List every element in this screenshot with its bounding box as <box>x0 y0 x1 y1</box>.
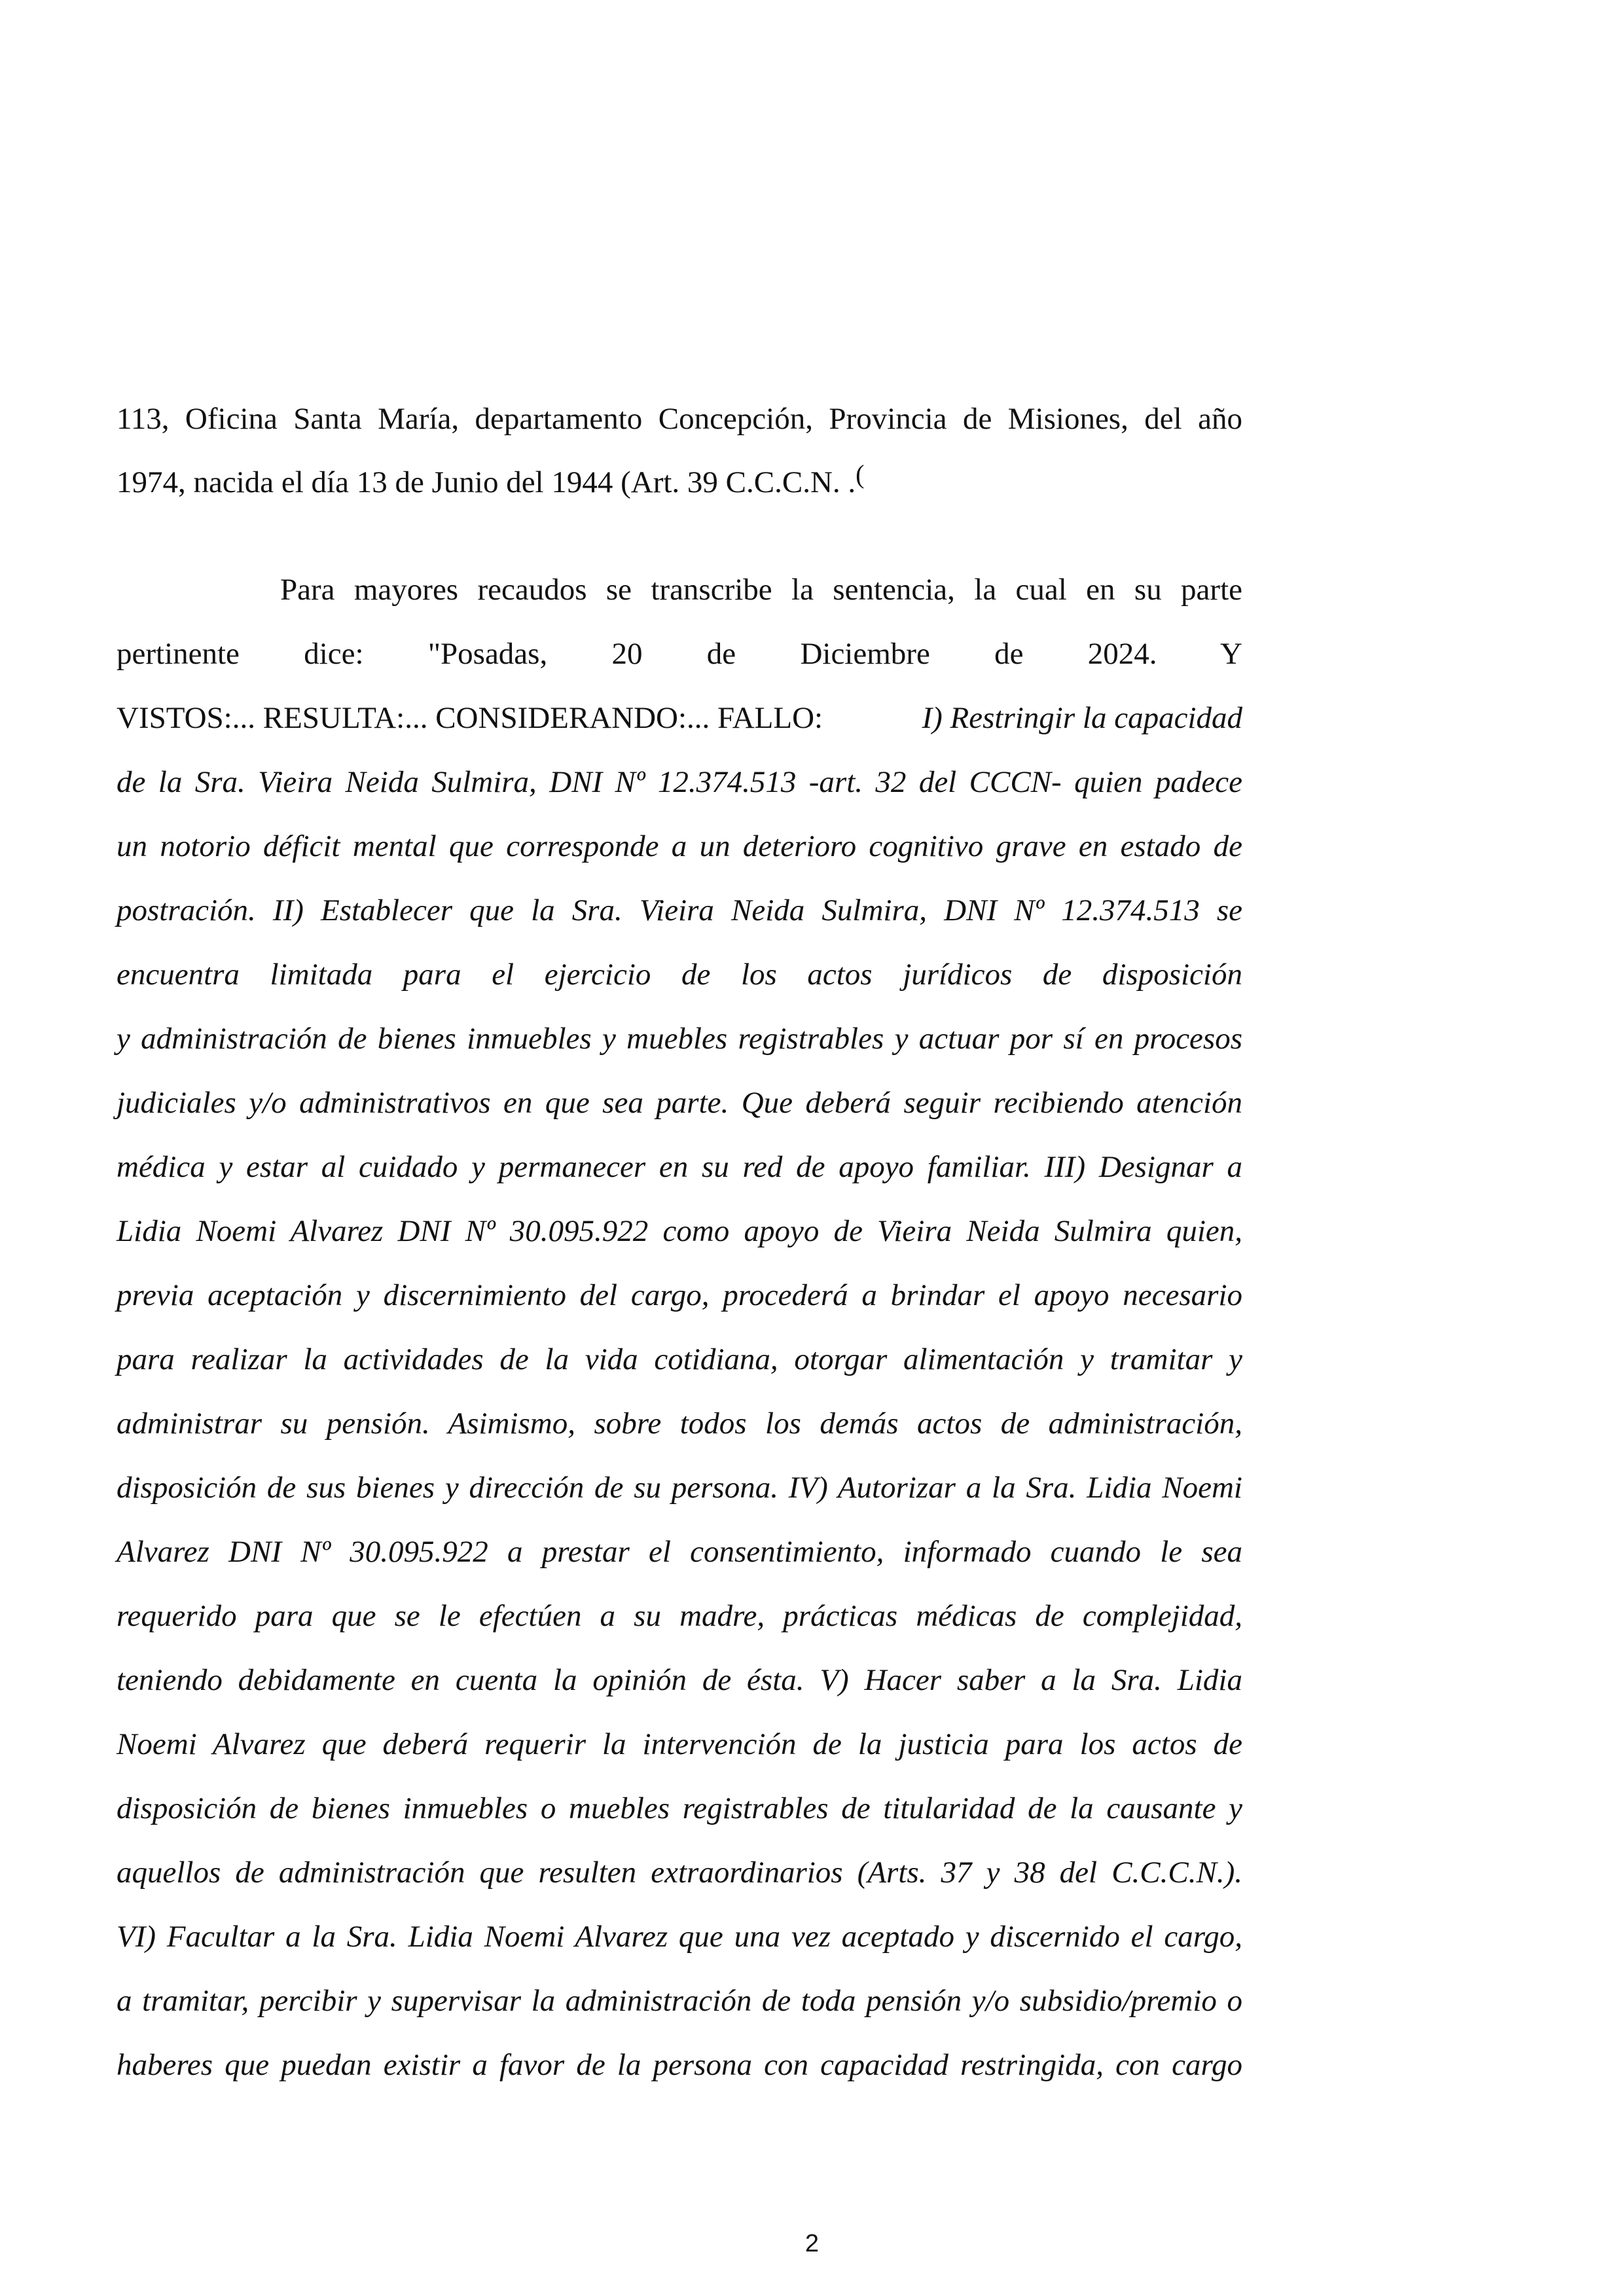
text-line-22: disposición de bienes inmuebles o muebles registrables de titularidad de la causante y <box>117 1791 1242 1825</box>
text-line-17: disposición de sus bienes y dirección de su persona. IV) Autorizar a la Sra. Lidia Noemi <box>117 1471 1242 1505</box>
text-line-5 <box>117 698 1242 738</box>
fallo-item-1-start: I) Restringir la capacidad <box>922 701 1242 735</box>
text-line-18: Alvarez DNI Nº 30.095.922 a prestar el consentimiento, informado cuando le sea <box>117 1535 1242 1569</box>
text-line-1: 113, Oficina Santa María, departamento Concepción, Provincia de Misiones, del año <box>117 402 1242 436</box>
text-line-9: encuentra limitada para el ejercicio de los actos jurídicos de disposición <box>117 958 1242 992</box>
text-line-11: judiciales y/o administrativos en que sea parte. Que deberá seguir recibiendo atención <box>117 1086 1242 1120</box>
text-line-8: postración. II) Establecer que la Sra. Vieira Neida Sulmira, DNI Nº 12.374.513 se <box>117 893 1242 927</box>
text-line-25: a tramitar, percibir y supervisar la administración de toda pensión y/o subsidio/premio o <box>117 1984 1242 2018</box>
fallo-heading: VISTOS:... RESULTA:... CONSIDERANDO:... FALLO: <box>117 701 823 735</box>
text-line-10: y administración de bienes inmuebles y muebles registrables y actuar por sí en procesos <box>117 1022 1242 1056</box>
text-line-26: haberes que puedan existir a favor de la persona con capacidad restringida, con cargo <box>117 2048 1242 2082</box>
parenthesis-mark: ( <box>856 459 865 489</box>
text-line-12: médica y estar al cuidado y permanecer en su red de apoyo familiar. III) Designar a <box>117 1150 1242 1184</box>
text-line-24: VI) Facultar a la Sra. Lidia Noemi Alvarez que una vez aceptado y discernido el cargo, <box>117 1920 1242 1954</box>
text-line-13: Lidia Noemi Alvarez DNI Nº 30.095.922 como apoyo de Vieira Neida Sulmira quien, <box>117 1214 1242 1248</box>
text-line-16: administrar su pensión. Asimismo, sobre todos los demás actos de administración, <box>117 1407 1242 1441</box>
text-line-19: requerido para que se le efectúen a su madre, prácticas médicas de complejidad, <box>117 1599 1242 1633</box>
text-line-2 <box>117 459 1242 503</box>
text-line-6: de la Sra. Vieira Neida Sulmira, DNI Nº 12.374.513 -art. 32 del CCCN- quien padece <box>117 765 1242 799</box>
page-number: 2 <box>804 2230 820 2257</box>
text-line-15: para realizar la actividades de la vida cotidiana, otorgar alimentación y tramitar y <box>117 1342 1242 1376</box>
text-line-21: Noemi Alvarez que deberá requerir la intervención de la justicia para los actos de <box>117 1727 1242 1761</box>
text-line-3: Para mayores recaudos se transcribe la sentencia, la cual en su parte <box>280 573 1242 607</box>
text-line-7: un notorio déficit mental que corresponde a un deterioro cognitivo grave en estado de <box>117 829 1242 863</box>
text-line-23: aquellos de administración que resulten extraordinarios (Arts. 37 y 38 del C.C.C.N.). <box>117 1856 1242 1890</box>
text-line-20: teniendo debidamente en cuenta la opinión de ésta. V) Hacer saber a la Sra. Lidia <box>117 1663 1242 1697</box>
text-line-2-content: 1974, nacida el día 13 de Junio del 1944 (Art. 39 C.C.C.N. . <box>117 465 856 499</box>
text-line-4: pertinente dice: "Posadas, 20 de Diciembre de 2024. Y <box>117 637 1242 671</box>
text-line-14: previa aceptación y discernimiento del cargo, procederá a brindar el apoyo necesario <box>117 1278 1242 1312</box>
